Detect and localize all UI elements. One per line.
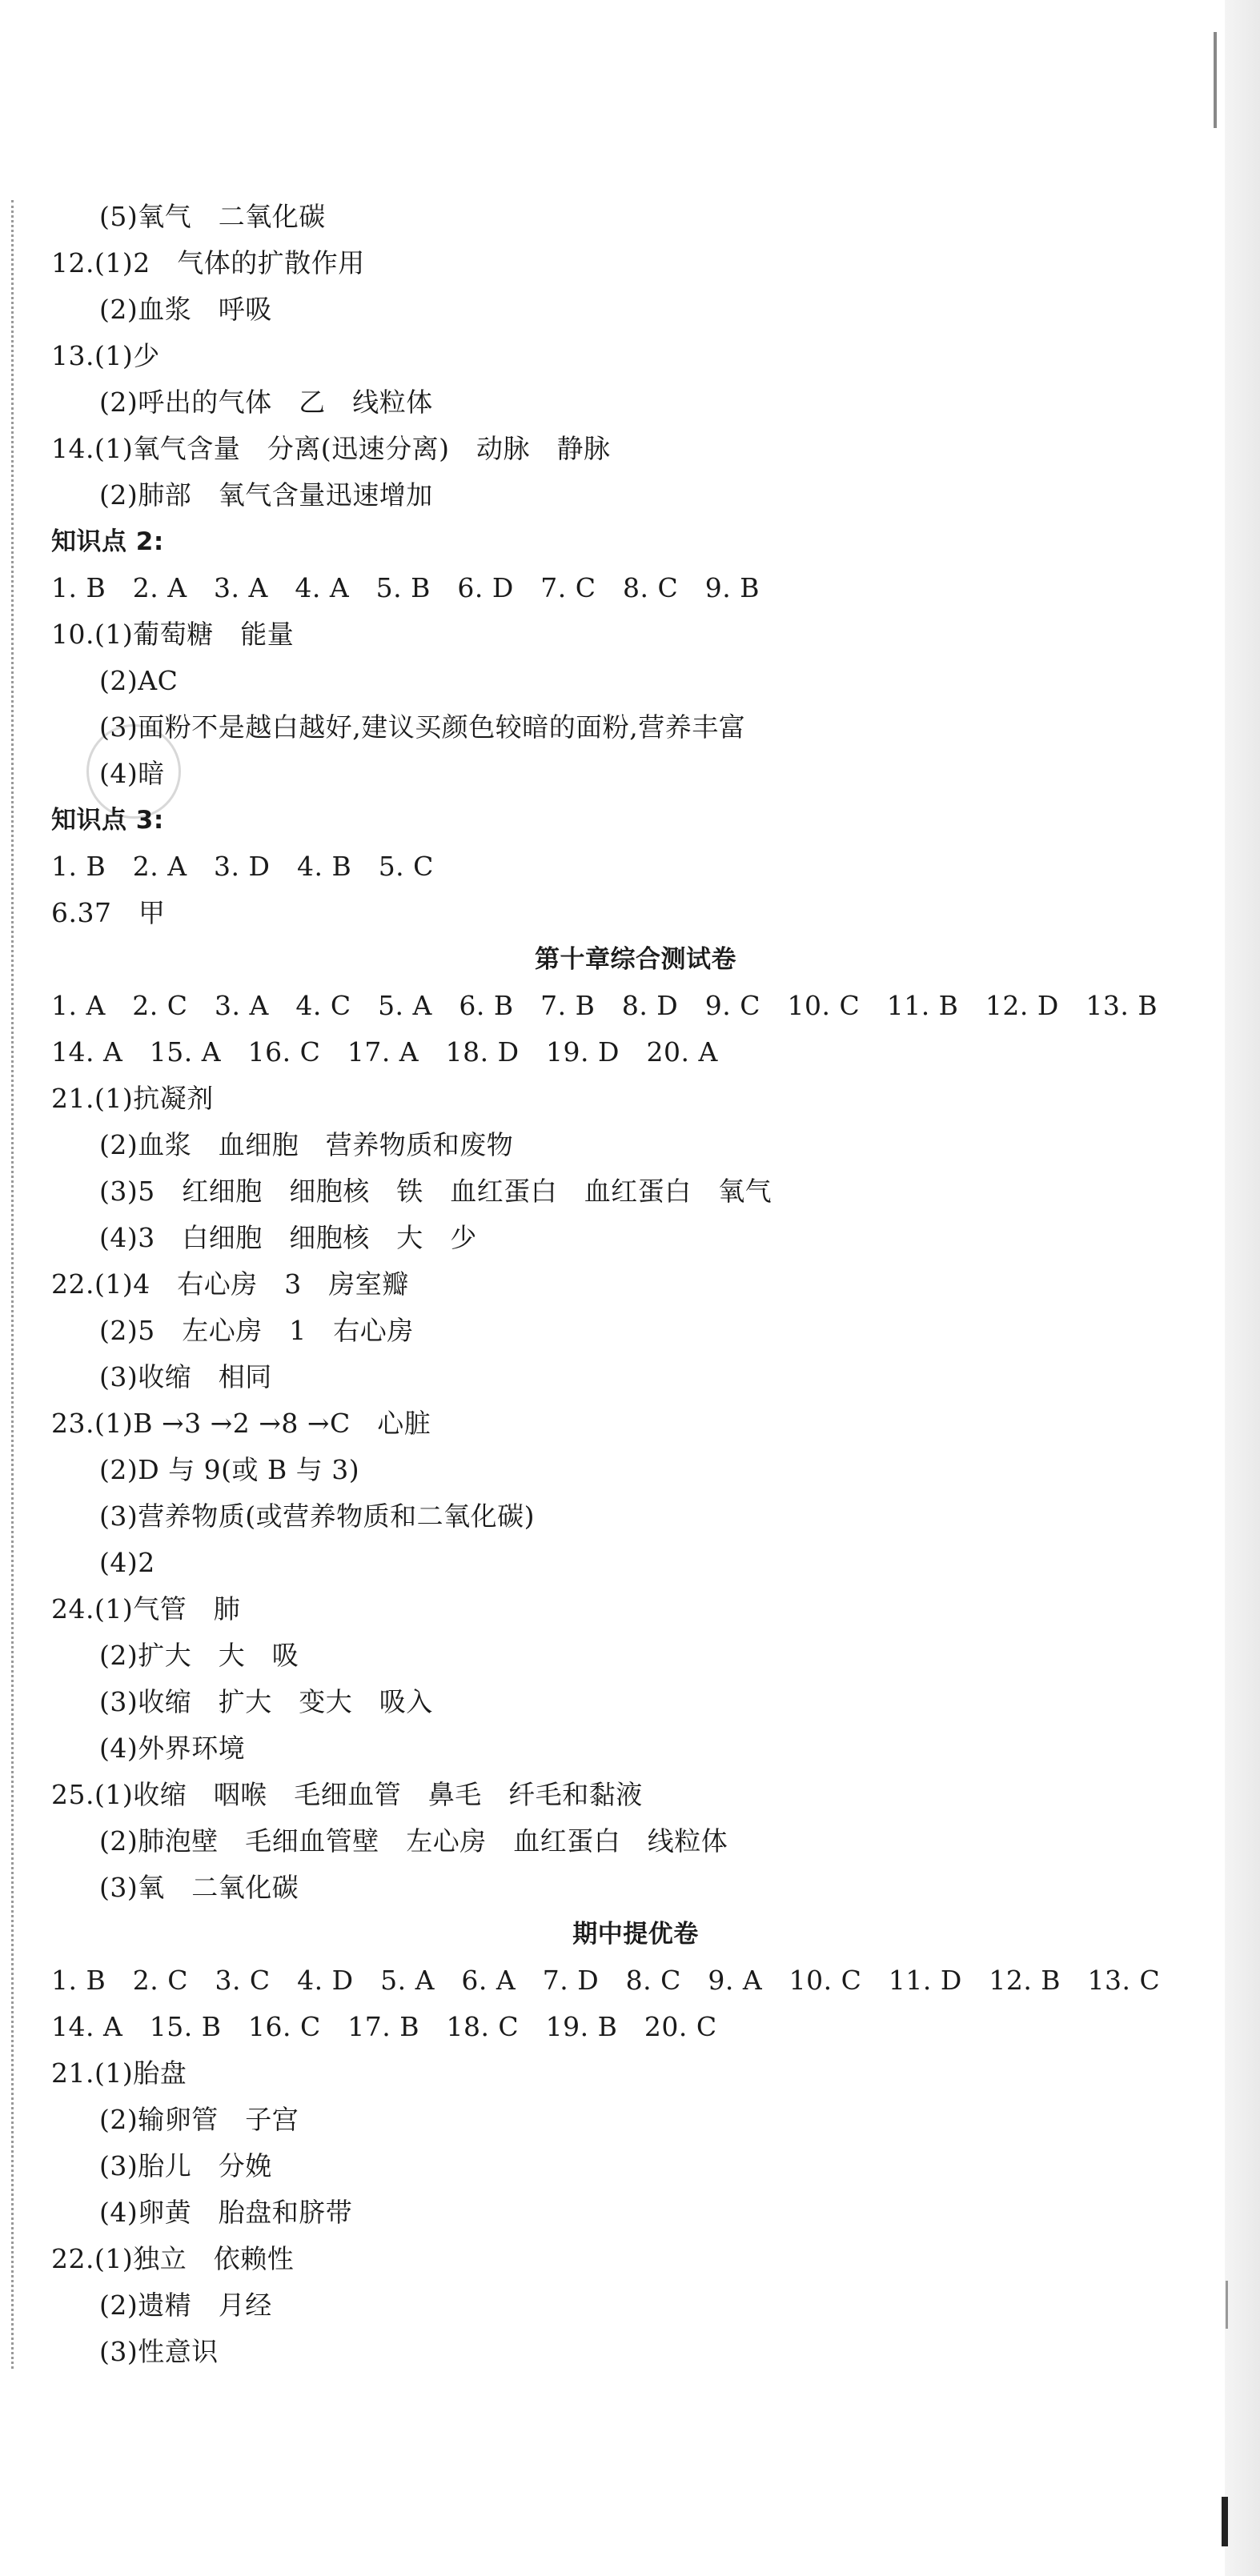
- subsection-heading: 知识点 3:: [51, 806, 164, 835]
- answer-line: 14.(1)氧气含量 分离(迅速分离) 动脉 静脉: [51, 433, 611, 464]
- answer-line: 10.(1)葡萄糖 能量: [51, 619, 295, 650]
- answer-line: (2)血浆 呼吸: [99, 294, 272, 325]
- answer-line: (2)AC: [99, 665, 179, 696]
- answer-line: 21.(1)胎盘: [51, 2057, 187, 2089]
- answer-line: 21.(1)抗凝剂: [51, 1083, 214, 1114]
- answer-line: (4)卵黄 胎盘和脐带: [99, 2197, 353, 2228]
- answer-line: 1. B 2. A 3. D 4. B 5. C: [51, 851, 434, 882]
- answer-line: (5)氧气 二氧化碳: [99, 201, 326, 232]
- answer-line: (3)面粉不是越白越好,建议买颜色较暗的面粉,营养丰富: [99, 711, 746, 743]
- answer-line: (2)血浆 血细胞 营养物质和废物: [99, 1129, 514, 1160]
- answer-line: (3)5 红细胞 细胞核 铁 血红蛋白 血红蛋白 氧气: [99, 1176, 772, 1207]
- answer-line: 1. B 2. A 3. A 4. A 5. B 6. D 7. C 8. C 9. B: [51, 572, 760, 603]
- answer-line: (3)收缩 扩大 变大 吸入: [99, 1686, 433, 1717]
- answer-line: 24.(1)气管 肺: [51, 1593, 241, 1625]
- answer-line: 1. B 2. C 3. C 4. D 5. A 6. A 7. D 8. C 9. A 10. C 11. D 12. B 13. C: [51, 1965, 1161, 1996]
- answer-line: (4)暗: [99, 758, 165, 789]
- answer-line: (2)扩大 大 吸: [99, 1640, 299, 1671]
- answer-line: (2)5 左心房 1 右心房: [99, 1315, 414, 1346]
- answer-line: (2)遗精 月经: [99, 2290, 272, 2321]
- answer-line: 22.(1)独立 依赖性: [51, 2243, 295, 2274]
- answer-line: 14. A 15. A 16. C 17. A 18. D 19. D 20. A: [51, 1036, 718, 1068]
- answer-line: (2)D 与 9(或 B 与 3): [99, 1454, 360, 1485]
- answer-line: 6.37 甲: [51, 897, 166, 928]
- answer-line: 13.(1)少: [51, 340, 160, 371]
- answer-line: (2)输卵管 子宫: [99, 2104, 299, 2135]
- answer-line: (3)性意识: [99, 2336, 219, 2367]
- scan-mark: [1226, 2281, 1228, 2329]
- answer-line: (3)收缩 相同: [99, 1361, 272, 1392]
- scan-mark: [1214, 32, 1217, 128]
- answer-line: 1. A 2. C 3. A 4. C 5. A 6. B 7. B 8. D 9. C 10. C 11. B 12. D 13. B: [51, 990, 1158, 1021]
- answer-line: 22.(1)4 右心房 3 房室瓣: [51, 1268, 409, 1300]
- answer-line: 23.(1)B →3 →2 →8 →C 心脏: [51, 1408, 431, 1439]
- answer-line: (4)3 白细胞 细胞核 大 少: [99, 1222, 477, 1253]
- binding-dotted-line: [11, 200, 14, 2369]
- answer-line: (3)氧 二氧化碳: [99, 1872, 299, 1903]
- scan-mark: [1222, 2497, 1228, 2546]
- answer-line: 12.(1)2 气体的扩散作用: [51, 247, 365, 278]
- answer-line: (3)胎儿 分娩: [99, 2150, 272, 2181]
- answer-line: (4)2: [99, 1547, 155, 1578]
- answer-line: (2)肺部 氧气含量迅速增加: [99, 479, 433, 511]
- subsection-heading: 知识点 2:: [51, 527, 164, 556]
- section-heading: 第十章综合测试卷: [535, 945, 736, 974]
- answer-line: (3)营养物质(或营养物质和二氧化碳): [99, 1500, 535, 1532]
- answer-line: 14. A 15. B 16. C 17. B 18. C 19. B 20. C: [51, 2011, 717, 2042]
- answer-key-content: [51, 194, 1172, 2375]
- answer-line: (4)外界环境: [99, 1733, 246, 1764]
- answer-line: (2)肺泡壁 毛细血管壁 左心房 血红蛋白 线粒体: [99, 1825, 728, 1857]
- answer-line: 25.(1)收缩 咽喉 毛细血管 鼻毛 纤毛和黏液: [51, 1779, 643, 1810]
- page-edge-shadow: [1225, 0, 1260, 2576]
- section-heading: 期中提优卷: [572, 1920, 699, 1949]
- answer-line: (2)呼出的气体 乙 线粒体: [99, 387, 433, 418]
